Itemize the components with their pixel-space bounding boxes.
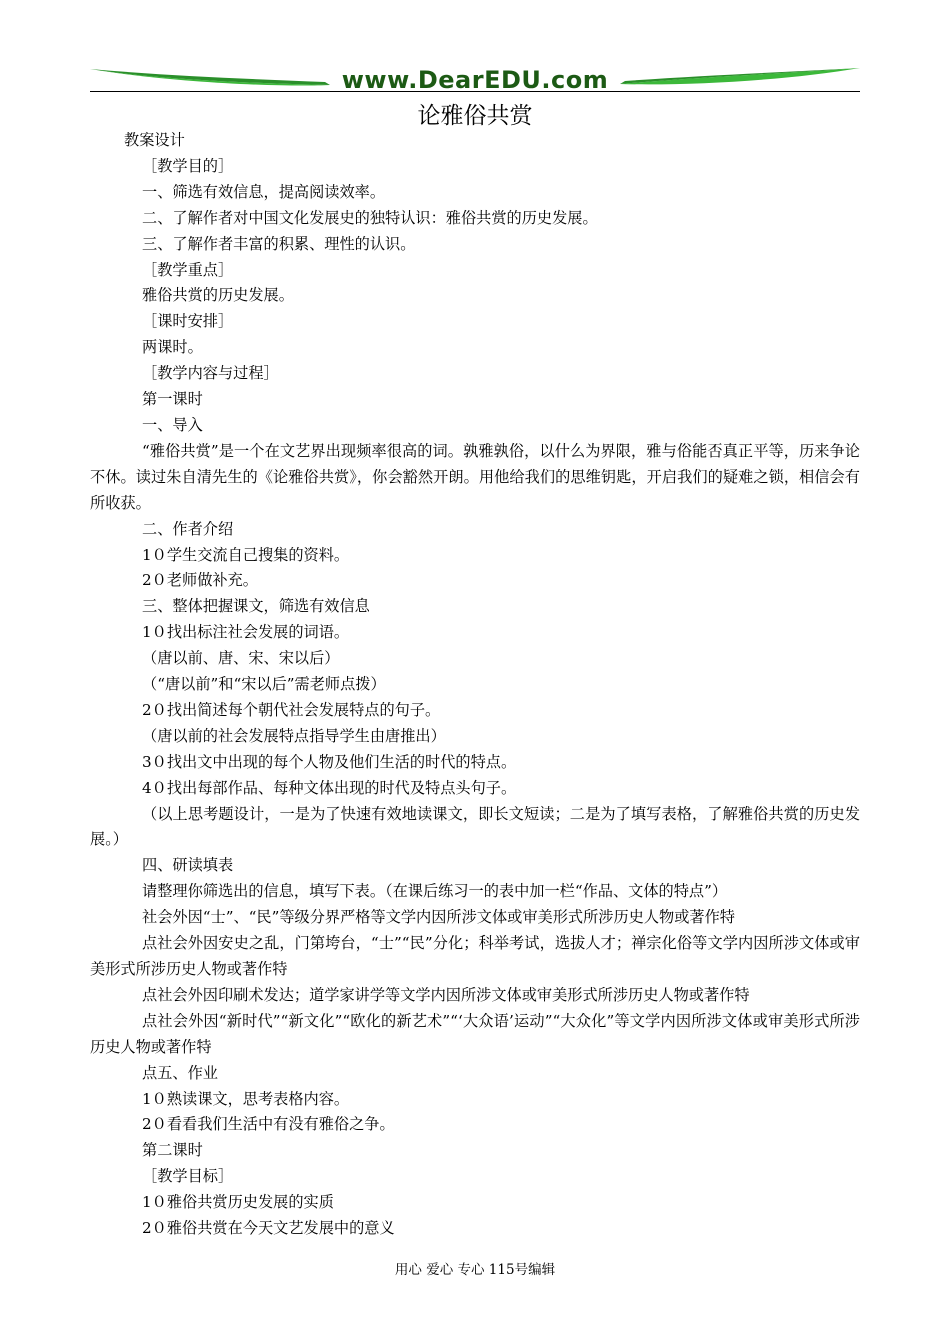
paragraph: ［教学重点］ <box>142 260 234 279</box>
paragraph: 二、了解作者对中国文化发展史的独特认识：雅俗共赏的历史发展。 <box>142 208 598 227</box>
header-rule <box>90 91 860 92</box>
page-title: 论雅俗共赏 <box>417 103 533 129</box>
paragraph: 两课时。 <box>142 338 203 357</box>
paragraph: 第一课时 <box>142 390 203 409</box>
paragraph: 三、整体把握课文，筛选有效信息 <box>142 597 370 616</box>
paragraph: ［教学内容与过程］ <box>142 364 279 383</box>
paragraph: 一、导入 <box>142 415 203 434</box>
paragraph: 教案设计 <box>124 131 185 149</box>
paragraph: 点社会外因印刷术发达；道学家讲学等文学内因所涉文体或审美形式所涉历史人物或著作特 <box>142 985 750 1004</box>
site-logo-text: www.DearEDU.com <box>341 66 609 94</box>
paragraph: （“唐以前”和“宋以后”需老师点拨） <box>142 675 386 694</box>
paragraph: 1０熟读课文，思考表格内容。 <box>142 1089 350 1108</box>
paragraph: ［课时安排］ <box>142 312 234 331</box>
paragraph: 点五、作业 <box>142 1063 218 1082</box>
paragraph: 社会外因“士”、“民”等级分界严格等文学内因所涉文体或审美形式所涉历史人物或著作特 <box>142 908 735 927</box>
paragraph: 3０找出文中出现的每个人物及他们生活的时代的特点。 <box>142 752 517 771</box>
paragraph: 2０老师做补充。 <box>142 571 258 590</box>
paragraph: 4０找出每部作品、每种文体出现的时代及特点头句子。 <box>142 778 517 797</box>
page-footer: 用心 爱心 专心 115号编辑 <box>394 1262 556 1278</box>
paragraph: 1０学生交流自己搜集的资料。 <box>142 545 350 564</box>
paragraph: ［教学目的］ <box>142 156 234 175</box>
paragraph: 2０雅俗共赏在今天文艺发展中的意义 <box>142 1219 395 1238</box>
paragraph: 请整理你筛选出的信息，填写下表。（在课后练习一的表中加一栏“作品、文体的特点”） <box>142 882 728 901</box>
paragraph: 三、了解作者丰富的积累、理性的认识。 <box>142 234 416 253</box>
paragraph: （以上思考题设计，一是为了快速有效地读课文，即长文短读；二是为了填写表格，了解雅俗共赏的历史发展。） <box>90 804 860 849</box>
paragraph: 点社会外因“新时代”“新文化”“欧化的新艺术”“‘大众语’运动”“大众化”等文学内因所涉文体或审美形式所涉历史人物或著作特 <box>90 1011 860 1056</box>
site-banner <box>90 64 860 94</box>
paragraph: 1０雅俗共赏历史发展的实质 <box>142 1193 334 1212</box>
paragraph: 雅俗共赏的历史发展。 <box>142 286 294 305</box>
paragraph: （唐以前的社会发展特点指导学生由唐推出） <box>142 726 446 745</box>
paragraph: 点社会外因安史之乱，门第垮台，“士”“民”分化；科举考试，选拔人才；禅宗化俗等文学内因所涉文体或审美形式所涉历史人物或著作特 <box>90 934 860 978</box>
paragraph: 2０找出简述每个朝代社会发展特点的句子。 <box>142 700 441 719</box>
paragraph: 2０看看我们生活中有没有雅俗之争。 <box>142 1115 395 1134</box>
paragraph: ［教学目标］ <box>142 1167 234 1186</box>
paragraph: 四、研读填表 <box>142 856 234 875</box>
paragraph: 第二课时 <box>142 1141 203 1160</box>
document-body <box>90 128 860 1242</box>
paragraph: 二、作者介绍 <box>142 519 234 538</box>
paragraph: 一、筛选有效信息，提高阅读效率。 <box>142 182 385 201</box>
paragraph: （唐以前、唐、宋、宋以后） <box>142 649 340 668</box>
paragraph: “雅俗共赏”是一个在文艺界出现频率很高的词。孰雅孰俗，以什么为界限，雅与俗能否真正平等，历来争论不休。读过朱自清先生的《论雅俗共赏》，你会豁然开朗。用他给我们的思维钥匙，开启我们的疑难之锁，相信会有所收获。 <box>90 441 860 512</box>
paragraph: 1０找出标注社会发展的词语。 <box>142 623 350 642</box>
